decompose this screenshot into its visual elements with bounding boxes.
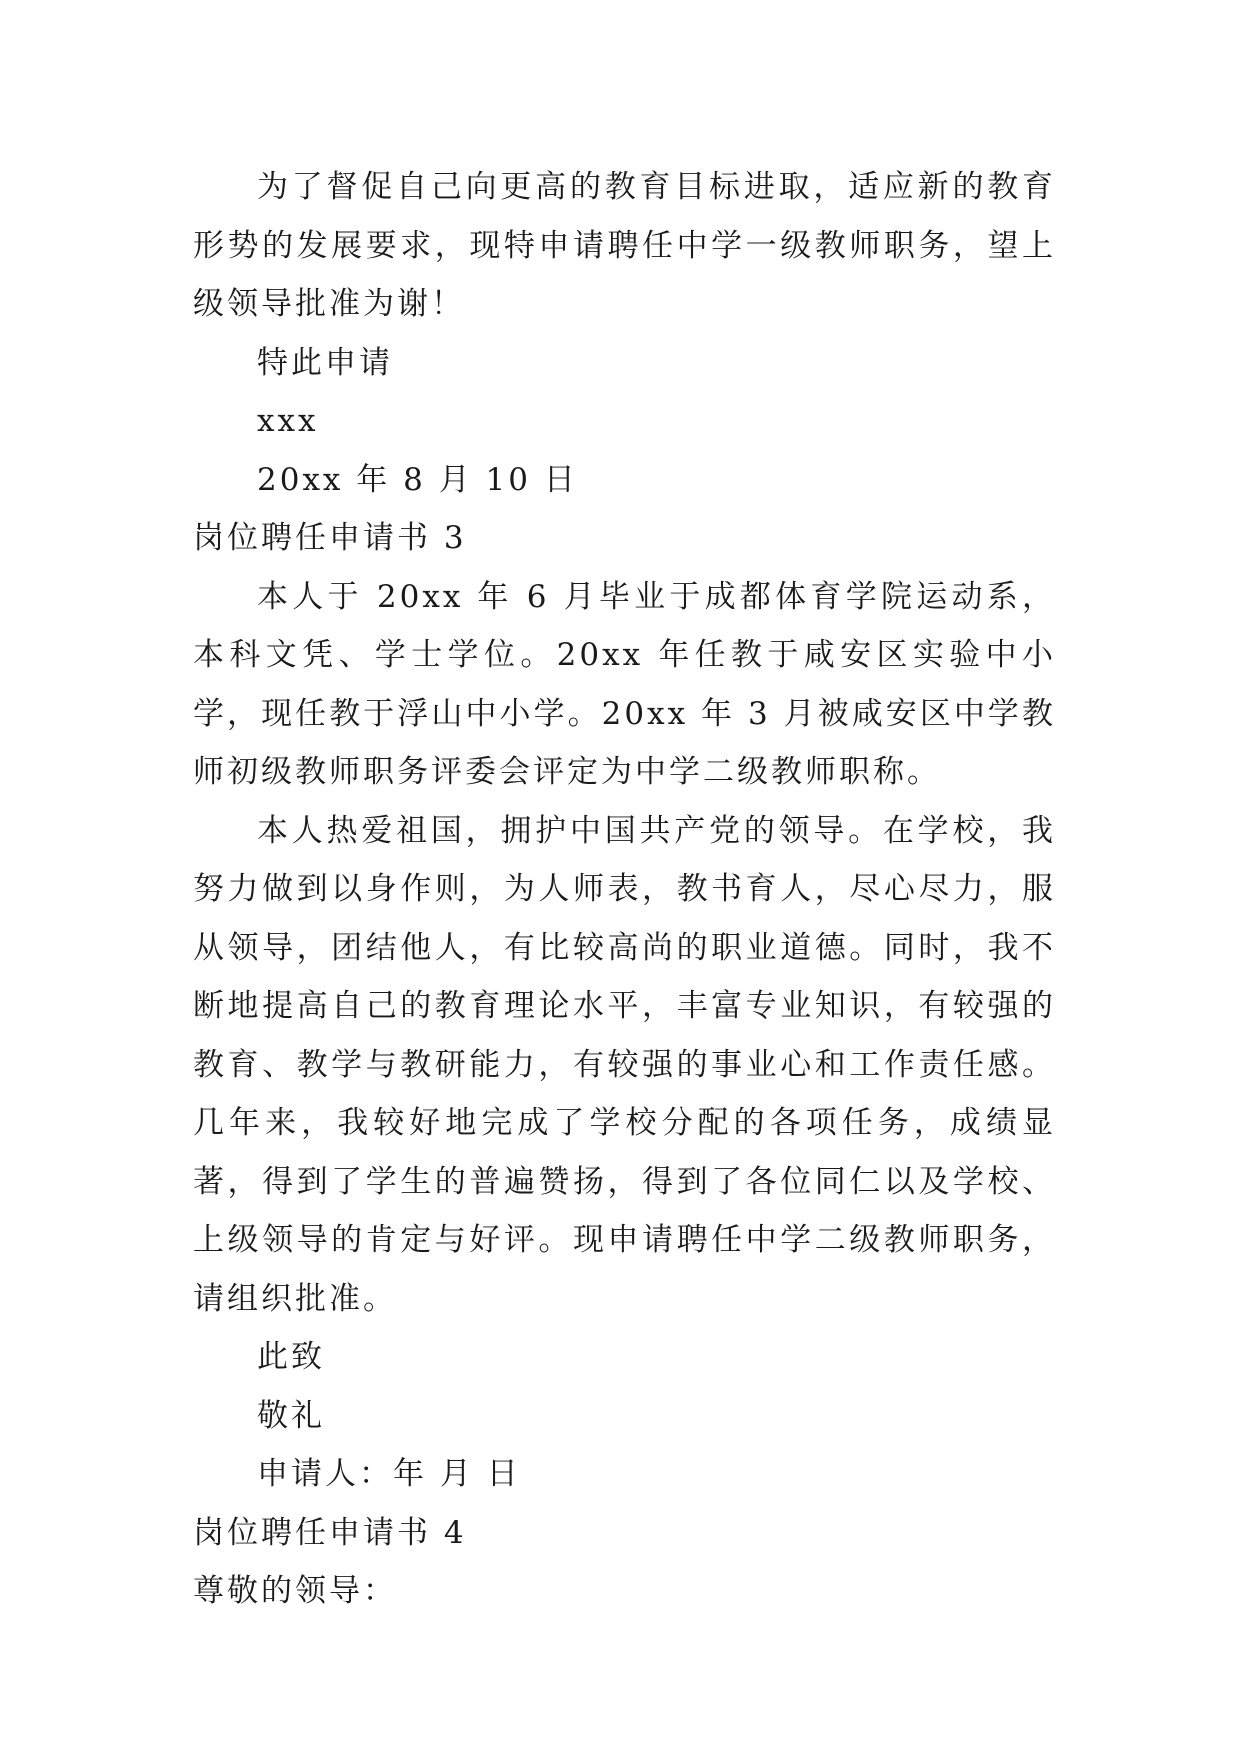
closing-phrase: 特此申请 [257,344,393,381]
salutation-jingli: 敬礼 [257,1397,325,1434]
applicant-date-line: 申请人：年 月 日 [257,1456,521,1492]
paragraph-performance: 本人热爱祖国，拥护中国共产党的领导。在学校，我努力做到以身作则，为人师表，教书育人，尽心尽力，服从领导，团结他人，有比较高尚的职业道德。同时，我不断地提高自己的教育理论水平，丰富专业知识，有较强的教育、教学与教研能力，有较强的事业心和工作责任感。几年来，我较好地完成了学校分配的各项任务，成绩显著，得到了学生的普遍赞扬，得到了各位同仁以及学校、上级领导的肯定与好评。现申请聘任中学二级教师职务，请组织批准。 [193,812,1056,1317]
section-title-4: 岗位聘任申请书 4 [193,1514,467,1551]
paragraph-request-closing: 为了督促自己向更高的教育目标进取，适应新的教育形势的发展要求，现特申请聘任中学一级教师职务，望上级领导批准为谢！ [193,169,1056,322]
signature-date: 20xx 年 8 月 10 日 [257,461,578,498]
greeting-line: 尊敬的领导： [193,1573,397,1609]
document-body [193,158,1056,1621]
signature-name: xxx [257,403,319,439]
paragraph-background: 本人于 20xx 年 6 月毕业于成都体育学院运动系，本科文凭、学士学位。20xx 年任教于咸安区实验中小学，现任教于浮山中小学。20xx 年 3 月被咸安区中学教师初级教师职务评委会评定为中学二级教师职称。 [193,578,1056,790]
salutation-cizhi: 此致 [257,1339,325,1375]
section-title-3: 岗位聘任申请书 3 [193,520,467,556]
